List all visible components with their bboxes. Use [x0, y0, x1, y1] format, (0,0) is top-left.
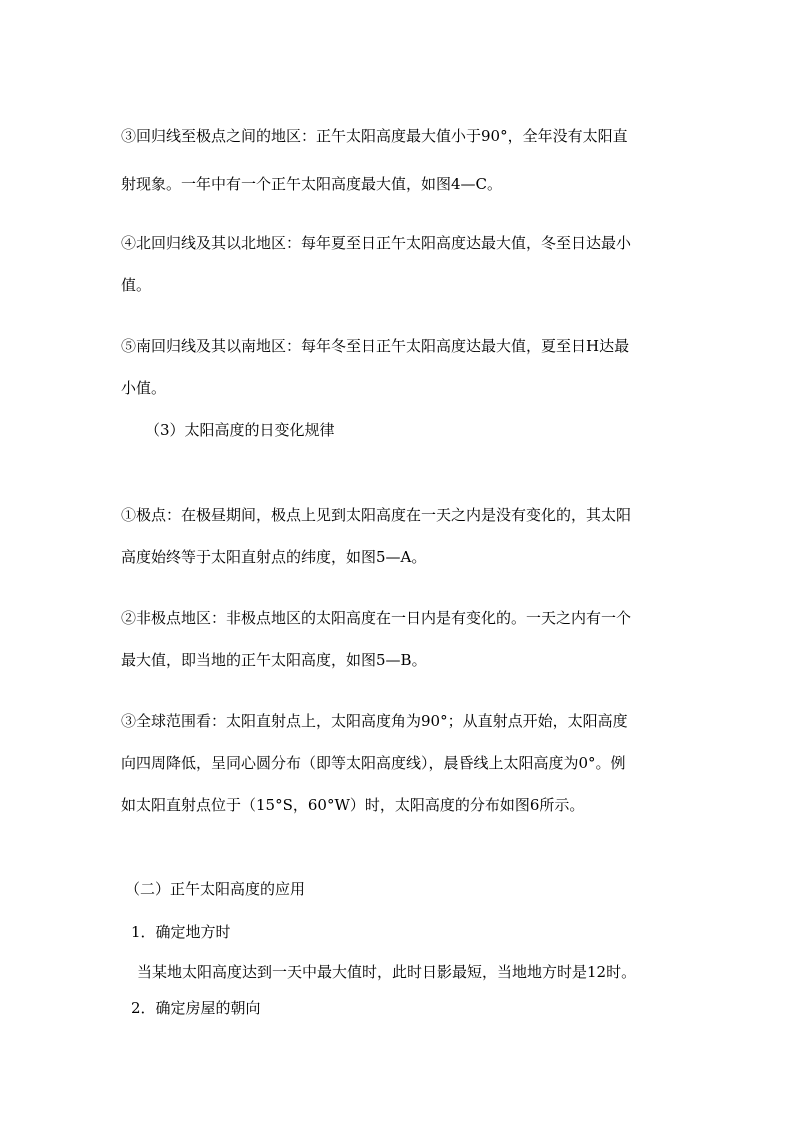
paragraph-line: 当某地太阳高度达到一天中最大值时，此时日影最短，当地地方时是12时。 [137, 963, 637, 981]
section-heading: （二）正午太阳高度的应用 [125, 880, 306, 898]
paragraph-line: 小值。 [121, 379, 167, 397]
section-heading: （3）太阳高度的日变化规律 [145, 421, 335, 439]
paragraph-line: 最大值，即当地的正午太阳高度，如图5—B。 [121, 651, 427, 669]
subsection-heading: 1．确定地方时 [131, 923, 231, 941]
paragraph-line: ①极点：在极昼期间，极点上见到太阳高度在一天之内是没有变化的，其太阳 [121, 506, 632, 524]
paragraph-line: 射现象。一年中有一个正午太阳高度最大值，如图4—C。 [121, 175, 503, 193]
paragraph-line: ③全球范围看：太阳直射点上，太阳高度角为90°；从直射点开始，太阳高度 [121, 712, 628, 730]
paragraph-line: ③回归线至极点之间的地区：正午太阳高度最大值小于90°，全年没有太阳直 [121, 127, 628, 145]
paragraph-line: 如太阳直射点位于（15°S，60°W）时，太阳高度的分布如图6所示。 [121, 796, 585, 814]
subsection-heading: 2．确定房屋的朝向 [131, 999, 261, 1017]
paragraph-line: 高度始终等于太阳直射点的纬度，如图5—A。 [121, 548, 427, 566]
paragraph-line: ④北回归线及其以北地区：每年夏至日正午太阳高度达最大值，冬至日达最小 [121, 234, 632, 252]
paragraph-line: ⑤南回归线及其以南地区：每年冬至日正午太阳高度达最大值，夏至日H达最 [121, 337, 630, 355]
paragraph-line: ②非极点地区：非极点地区的太阳高度在一日内是有变化的。一天之内有一个 [121, 609, 632, 627]
paragraph-line: 值。 [121, 276, 152, 294]
paragraph-line: 向四周降低，呈同心圆分布（即等太阳高度线），晨昏线上太阳高度为0°。例 [121, 754, 626, 772]
